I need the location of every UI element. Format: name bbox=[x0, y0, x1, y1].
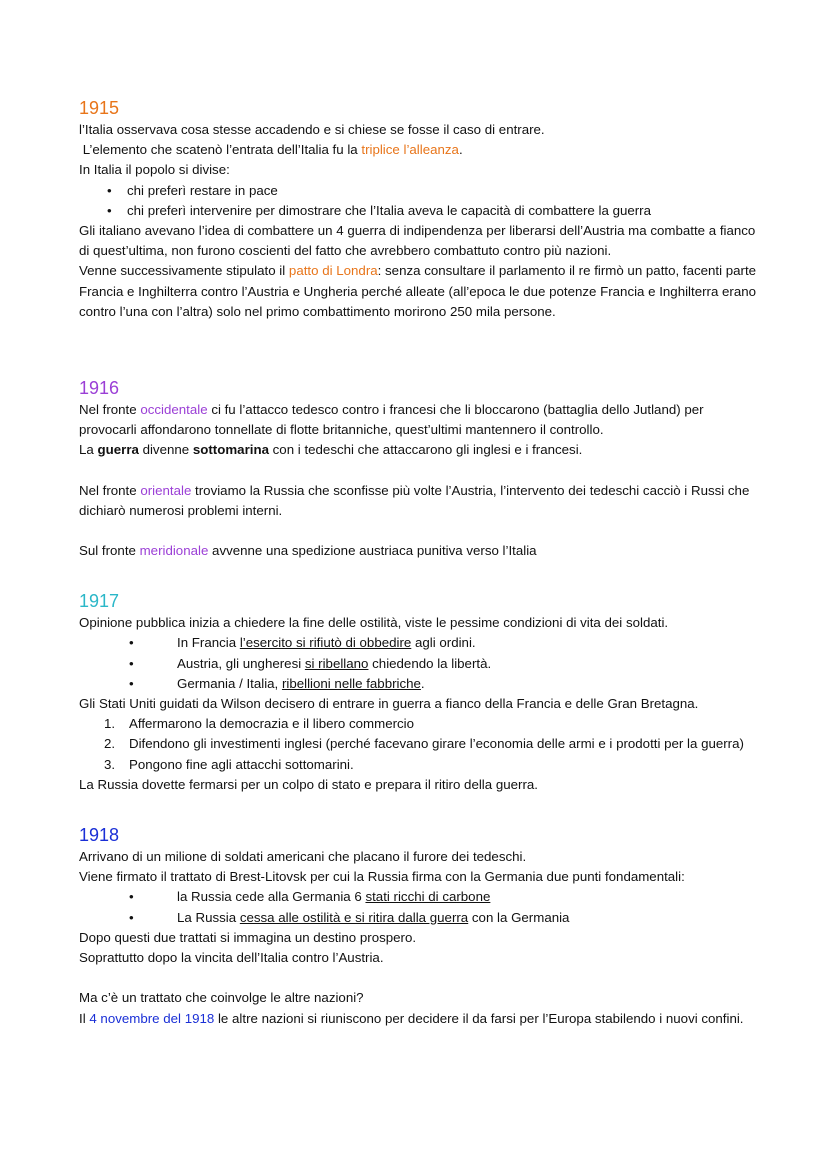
paragraph bbox=[79, 261, 759, 322]
spacer bbox=[79, 521, 759, 541]
paragraph: Opinione pubblica inizia a chiedere la fine delle ostilità, viste le pessime condizioni di vita dei soldati. bbox=[79, 615, 669, 631]
text: . bbox=[458, 142, 463, 158]
list-item bbox=[79, 734, 759, 754]
list-item bbox=[79, 714, 759, 734]
highlight-term: meridionale bbox=[139, 543, 209, 559]
paragraph bbox=[79, 140, 759, 160]
text: chiedendo la libertà. bbox=[368, 655, 492, 671]
text: troviamo la Russia che sconfisse più volte l’Austria, l’intervento dei tedeschi cacciò i Russi che dichiarò numerosi problemi interni. bbox=[79, 482, 750, 518]
highlight-term: patto di Londra bbox=[288, 263, 378, 279]
text: La Russia bbox=[177, 909, 240, 925]
list-number: 2. bbox=[104, 736, 116, 752]
text: L’elemento che scatenò l’entrata dell’Italia fu la bbox=[79, 142, 362, 158]
paragraph: Gli italiano avevano l’idea di combattere un 4 guerra di indipendenza per liberarsi dell’Austria ma combatte a fianco di quest’ultima, non furono coscienti del fatto che avrebbero combattuto contro più nazioni. bbox=[79, 223, 756, 259]
numbered-list bbox=[79, 714, 759, 775]
text: con i tedeschi che attaccarono gli inglesi e i francesi. bbox=[268, 442, 583, 458]
paragraph: Arrivano di un milione di soldati americani che placano il furore dei tedeschi. bbox=[79, 849, 527, 865]
text: Germania / Italia, bbox=[177, 675, 282, 691]
text: : senza consultare il parlamento il re firmò un patto, facenti parte Francia e Inghilterra contro l’Austria e Ungheria perché alleate (all’epoca le due potenze Francia e Inghilterra erano contro l’una con l’altra) solo nel primo combattimento morirono 250 mila persone. bbox=[79, 263, 757, 319]
text: Nel fronte bbox=[79, 402, 141, 418]
paragraph: In Italia il popolo si divise: bbox=[79, 162, 230, 178]
list-number: 3. bbox=[104, 756, 116, 772]
paragraph: Dopo questi due trattati si immagina un destino prospero. bbox=[79, 929, 417, 945]
text: Sul fronte bbox=[79, 543, 140, 559]
underlined-text: stati ricchi di carbone bbox=[365, 889, 491, 905]
highlight-term: triplice l’alleanza bbox=[361, 142, 459, 158]
underlined-text: cessa alle ostilità e si ritira dalla guerra bbox=[239, 909, 469, 925]
paragraph: Soprattutto dopo la vincita dell’Italia contro l’Austria. bbox=[79, 950, 384, 966]
bullet-list bbox=[79, 181, 759, 221]
highlight-date: 4 novembre del 1918 bbox=[89, 1010, 215, 1026]
list-item: • chi preferì intervenire per dimostrare che l’Italia aveva le capacità di combattere la guerra bbox=[79, 201, 759, 221]
paragraph: La Russia dovette fermarsi per un colpo di stato e prepara il ritiro della guerra. bbox=[79, 776, 538, 792]
highlight-term: occidentale bbox=[140, 402, 208, 418]
spacer bbox=[79, 322, 759, 376]
text: Austria, gli ungheresi bbox=[177, 655, 305, 671]
spacer bbox=[79, 795, 759, 823]
paragraph: Gli Stati Uniti guidati da Wilson decisero di entrare in guerra a fianco della Francia e delle Gran Bretagna. bbox=[79, 696, 699, 712]
list-item bbox=[79, 908, 759, 928]
highlight-term: orientale bbox=[140, 482, 192, 498]
text: avvenne una spedizione austriaca punitiva verso l’Italia bbox=[208, 543, 537, 559]
bold-term: guerra bbox=[97, 442, 139, 458]
text: le altre nazioni si riuniscono per decidere il da farsi per l’Europa stabilendo i nuovi confini. bbox=[214, 1010, 744, 1026]
paragraph bbox=[79, 1009, 759, 1029]
list-item bbox=[79, 887, 759, 907]
list-item bbox=[79, 674, 759, 694]
bullet-list bbox=[79, 633, 759, 694]
paragraph: l’Italia osservava cosa stesse accadendo e si chiese se fosse il caso di entrare. bbox=[79, 122, 545, 137]
text: Venne successivamente stipulato il bbox=[79, 263, 289, 279]
paragraph: Viene firmato il trattato di Brest-Litovsk per cui la Russia firma con la Germania due punti fondamentali: bbox=[79, 869, 685, 885]
heading-1915: 1915 bbox=[79, 98, 120, 118]
list-item bbox=[79, 654, 759, 674]
text: divenne bbox=[138, 442, 193, 458]
list-item: • chi preferì restare in pace bbox=[79, 181, 759, 201]
text: In Francia bbox=[177, 635, 240, 651]
underlined-text: l’esercito si rifiutò di obbedire bbox=[239, 635, 412, 651]
list-item bbox=[79, 633, 759, 653]
text: La bbox=[79, 442, 98, 458]
paragraph bbox=[79, 400, 759, 440]
text: . bbox=[420, 675, 425, 691]
document-page bbox=[79, 96, 759, 1029]
text: la Russia cede alla Germania 6 bbox=[177, 889, 366, 905]
paragraph bbox=[79, 440, 759, 460]
section-1917 bbox=[79, 589, 759, 795]
heading-1917: 1917 bbox=[79, 591, 120, 612]
section-1915 bbox=[79, 96, 759, 322]
section-1916 bbox=[79, 376, 759, 561]
bullet-list bbox=[79, 887, 759, 927]
heading-1918: 1918 bbox=[79, 825, 120, 846]
list-item bbox=[79, 755, 759, 775]
spacer bbox=[79, 561, 759, 589]
text: Affermarono la democrazia e il libero commercio bbox=[129, 716, 415, 732]
text: Difendono gli investimenti inglesi (perché facevano girare l’economia delle armi e i prodotti per la guerra) bbox=[129, 736, 744, 752]
underlined-text: ribellioni nelle fabbriche bbox=[281, 675, 421, 691]
paragraph bbox=[79, 541, 759, 561]
section-1918 bbox=[79, 823, 759, 1029]
underlined-text: si ribellano bbox=[304, 655, 369, 671]
text: Pongono fine agli attacchi sottomarini. bbox=[129, 756, 354, 772]
text: ci fu l’attacco tedesco contro i francesi che li bloccarono (battaglia dello Jutland) per provocarli affondarono tonnellate di flotte britanniche, quest’ultimi mantennero il controllo. bbox=[79, 402, 704, 438]
text: con la Germania bbox=[468, 909, 570, 925]
paragraph bbox=[79, 481, 759, 521]
spacer bbox=[79, 461, 759, 481]
spacer bbox=[79, 968, 759, 988]
list-number: 1. bbox=[104, 716, 116, 732]
text: agli ordini. bbox=[411, 635, 476, 651]
text: Nel fronte bbox=[79, 482, 141, 498]
text: Il bbox=[79, 1010, 90, 1026]
bold-term: sottomarina bbox=[192, 442, 269, 458]
paragraph: Ma c’è un trattato che coinvolge le altre nazioni? bbox=[79, 990, 364, 1006]
heading-1916: 1916 bbox=[79, 378, 120, 399]
